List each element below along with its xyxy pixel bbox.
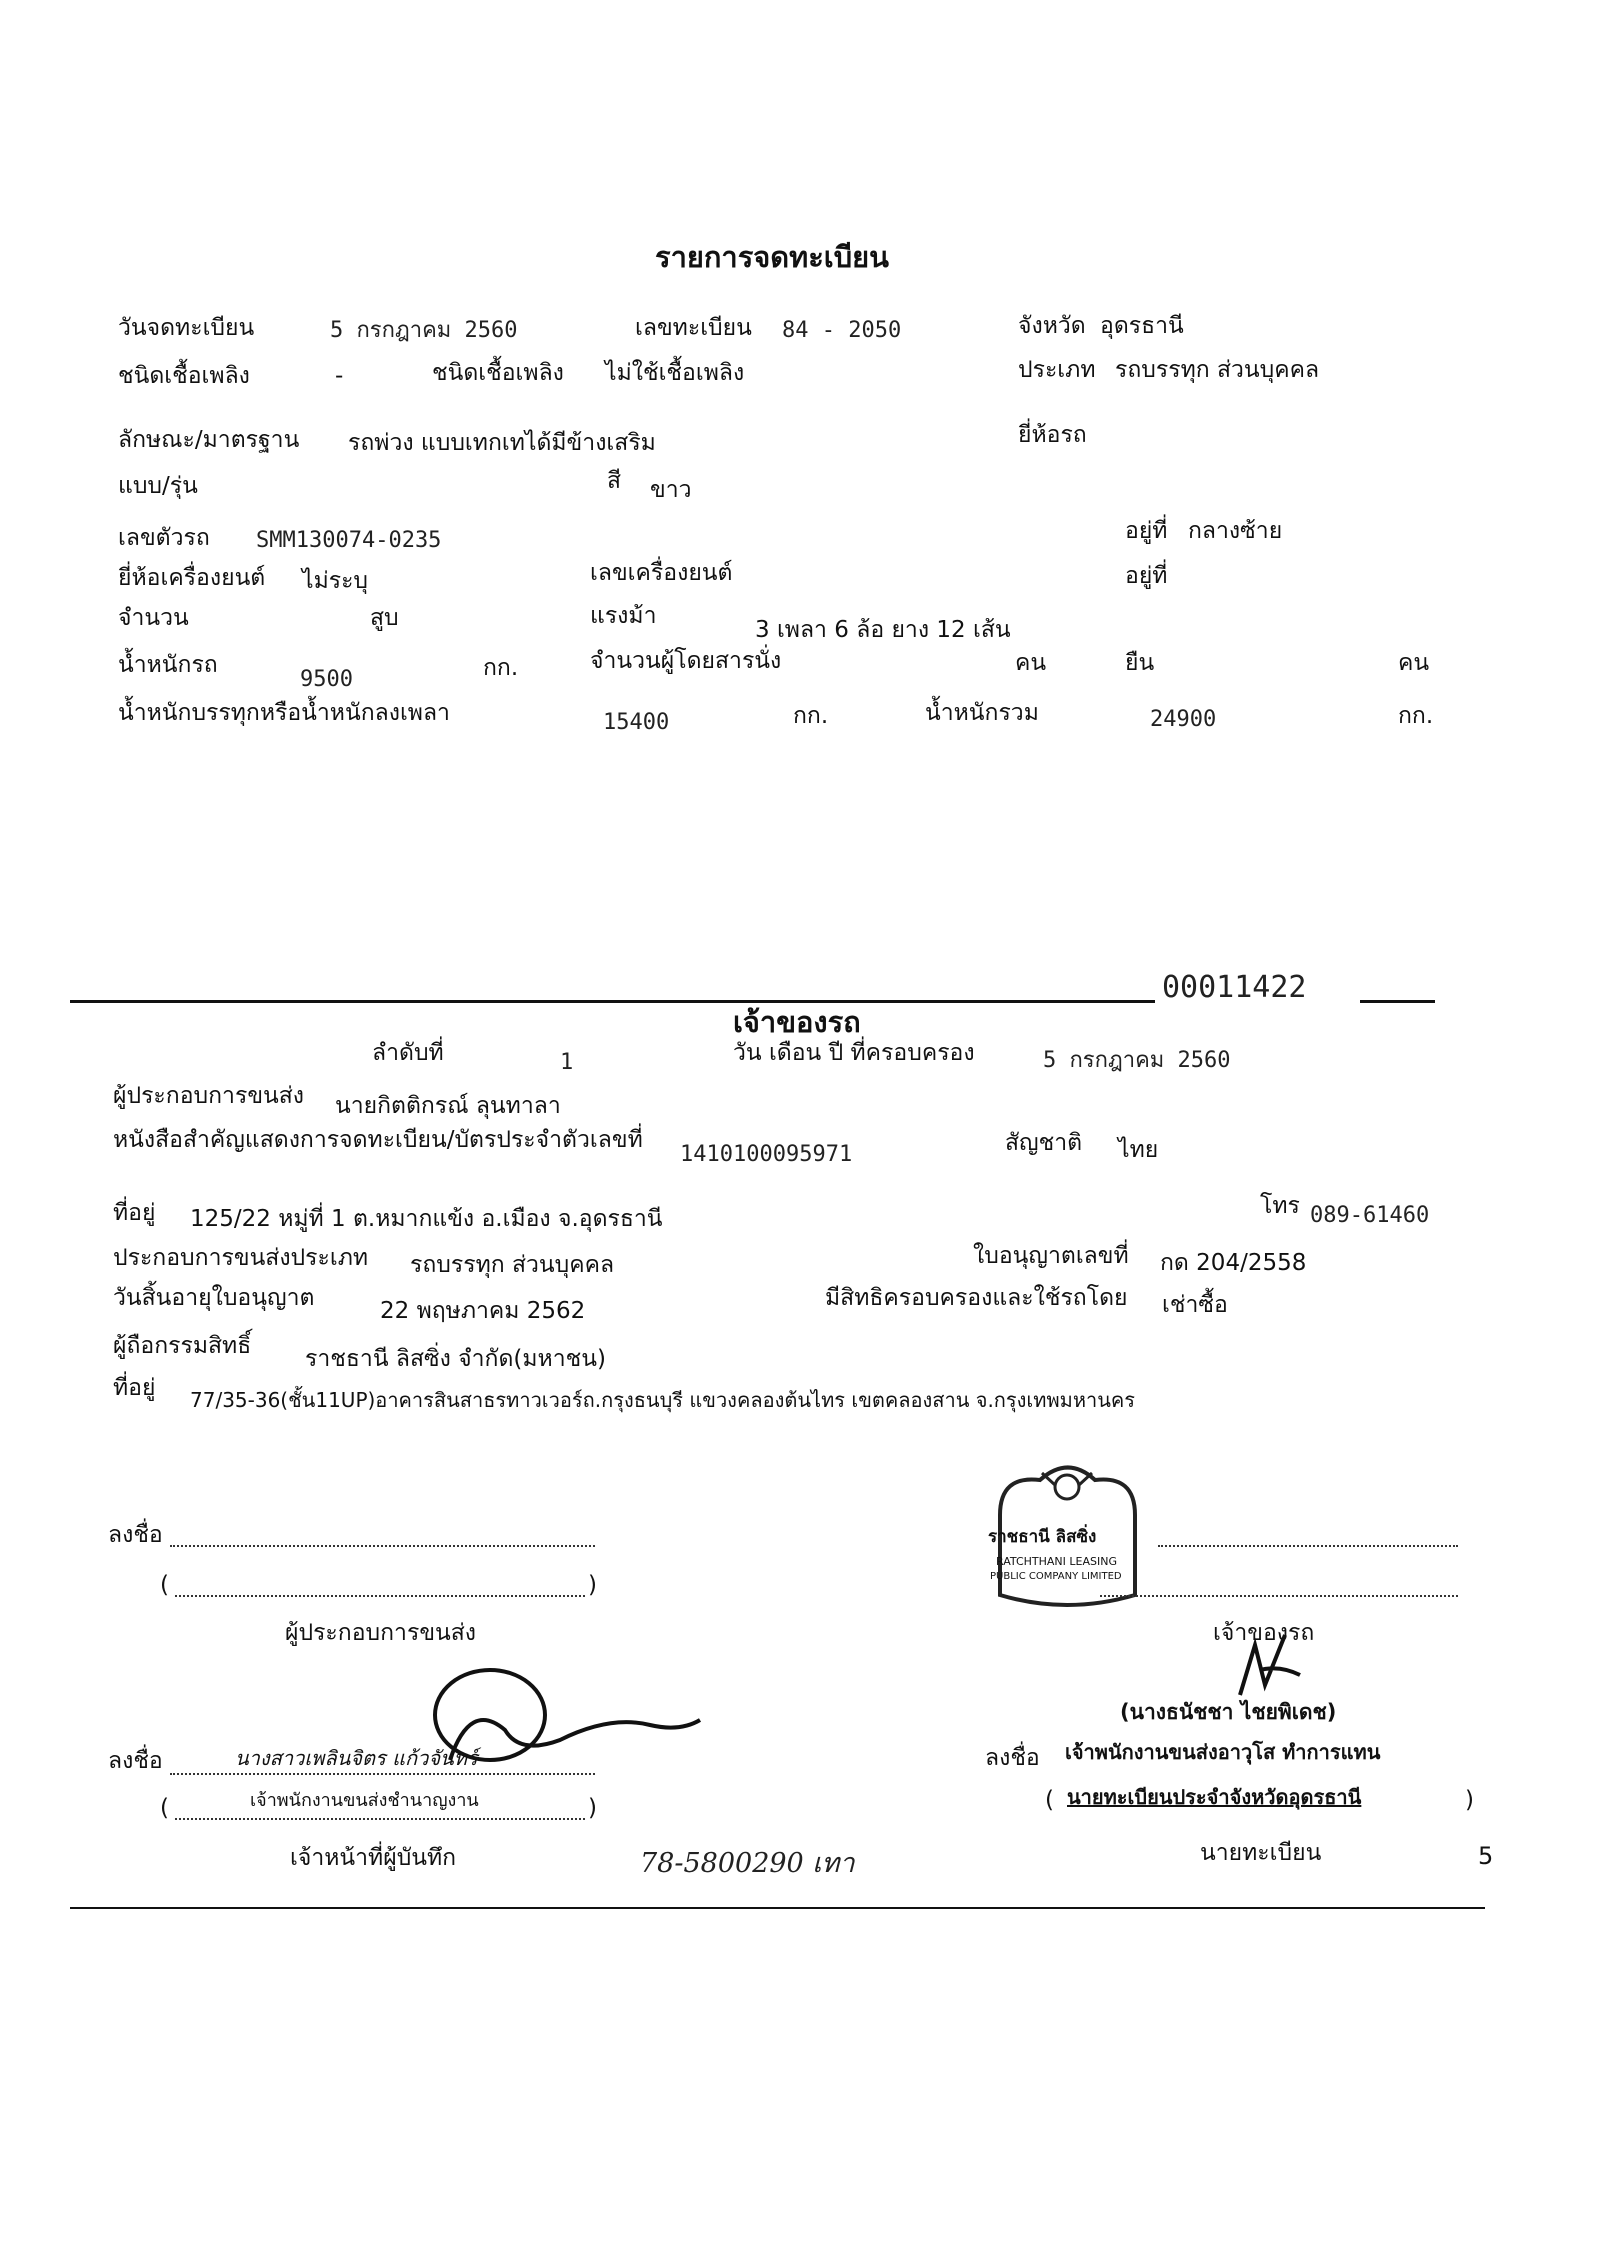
type-label: ประเภท	[1018, 357, 1096, 383]
chassis-loc-value: กลางซ้าย	[1188, 518, 1283, 544]
horsepower-label: แรงม้า	[590, 603, 657, 629]
holder-value: ราชธานี ลิสซิ่ง จำกัด(มหาชน)	[305, 1346, 606, 1372]
operator-open-paren: (	[160, 1572, 169, 1598]
operator-sign-line	[170, 1545, 595, 1547]
fuel-dash: -	[335, 363, 344, 389]
count-label: จำนวน	[118, 605, 189, 631]
registrar-signature-icon	[1230, 1625, 1310, 1705]
sequence-label: ลำดับที่	[372, 1040, 444, 1066]
stamp-english-2: PUBLIC COMPANY LIMITED	[990, 1571, 1122, 1582]
right-label: มีสิทธิครอบครองและใช้รถโดย	[825, 1285, 1128, 1311]
date-label: วันจดทะเบียน	[118, 315, 255, 341]
registrar-close-paren: )	[1465, 1787, 1474, 1813]
axle-value: 3 เพลา 6 ล้อ ยาง 12 เส้น	[755, 617, 1011, 643]
char-label: ลักษณะ/มาตรฐาน	[118, 427, 300, 453]
color-label: สี	[607, 468, 622, 494]
type-value: รถบรรทุก ส่วนบุคคล	[1115, 357, 1320, 383]
plate-value: 84 - 2050	[782, 318, 902, 343]
kg-label-2: กก.	[793, 703, 829, 729]
id-value: 1410100095971	[680, 1142, 853, 1167]
page-number: 5	[1478, 1842, 1494, 1870]
license-label: ใบอนุญาตเลขที่	[973, 1243, 1129, 1269]
cylinder-label: สูบ	[370, 605, 399, 631]
kg-label-1: กก.	[483, 655, 519, 681]
nationality-label: สัญชาติ	[1005, 1130, 1083, 1156]
stamp-english-1: RATCHTHANI LEASING	[996, 1555, 1117, 1568]
person-label-2: คน	[1398, 650, 1430, 676]
sequence-value: 1	[560, 1050, 574, 1075]
registrar-sign-label: ลงชื่อ	[985, 1745, 1040, 1771]
operator-label: ผู้ประกอบการขนส่ง	[113, 1083, 305, 1109]
owner-name-line	[1100, 1595, 1458, 1597]
color-value: ขาว	[650, 477, 692, 503]
load-label: น้ำหนักบรรทุกหรือน้ำหนักลงเพลา	[118, 700, 450, 726]
recorder-open-paren: (	[160, 1795, 169, 1821]
holder-address-value: 77/35-36(ชั้น11UP)อาคารสินสาธรทาวเวอร์ถ.กรุงธนบุรี แขวงคลองต้นไทร เขตคลองสาน จ.กรุงเทพมหานคร	[190, 1388, 1136, 1412]
expiry-value: 22 พฤษภาคม 2562	[380, 1298, 586, 1324]
possession-date-label: วัน เดือน ปี ที่ครอบครอง	[733, 1040, 975, 1066]
address-value: 125/22 หมู่ที่ 1 ต.หมากแข้ง อ.เมือง จ.อุดรธานี	[190, 1206, 663, 1232]
province-label: จังหวัด	[1018, 313, 1086, 339]
plate-label: เลขทะเบียน	[635, 315, 752, 341]
nationality-value: ไทย	[1118, 1137, 1159, 1163]
phone-value: 089-61460	[1310, 1203, 1430, 1228]
phone-label: โทร	[1260, 1193, 1300, 1219]
char-value: รถพ่วง แบบเทกเทได้มีข้างเสริม	[348, 430, 656, 456]
section-divider-right	[1360, 1000, 1435, 1003]
business-type-value: รถบรรทุก ส่วนบุคคล	[410, 1252, 615, 1278]
owner-sign-line	[1158, 1545, 1458, 1547]
owner-title: เจ้าของรถ	[733, 1005, 861, 1039]
right-value: เช่าซื้อ	[1162, 1292, 1228, 1318]
recorder-sign-line	[170, 1773, 595, 1775]
stamp-name: ราชธานี ลิสซิ่ง	[988, 1527, 1097, 1547]
engine-brand-value: ไม่ระบุ	[302, 568, 369, 594]
brand-label: ยี่ห้อรถ	[1018, 422, 1087, 448]
fuel-label: ชนิดเชื้อเพลิง	[118, 363, 250, 389]
recorder-title: เจ้าพนักงานขนส่งชำนาญงาน	[250, 1790, 479, 1811]
registration-title: รายการจดทะเบียน	[655, 240, 889, 274]
operator-name-line	[175, 1595, 585, 1597]
recorder-close-paren: )	[588, 1795, 597, 1821]
person-label-1: คน	[1015, 650, 1047, 676]
operator-close-paren: )	[588, 1572, 597, 1598]
registrar-role: นายทะเบียน	[1200, 1840, 1322, 1866]
fuel-value: ไม่ใช้เชื้อเพลิง	[605, 360, 745, 386]
weight-label: น้ำหนักรถ	[118, 652, 218, 678]
total-value: 24900	[1150, 707, 1217, 732]
expiry-label: วันสิ้นอายุใบอนุญาต	[113, 1285, 315, 1311]
engine-brand-label: ยี่ห้อเครื่องยนต์	[118, 565, 266, 591]
business-type-label: ประกอบการขนส่งประเภท	[113, 1245, 369, 1271]
passengers-label: จำนวนผู้โดยสารนั่ง	[590, 648, 782, 674]
engine-no-label: เลขเครื่องยนต์	[590, 560, 733, 586]
owner-role: เจ้าของรถ	[1213, 1620, 1315, 1646]
registrar-title-1: เจ้าพนักงานขนส่งอาวุโส ทำการแทน	[1065, 1740, 1381, 1764]
chassis-label: เลขตัวรถ	[118, 525, 210, 551]
kg-label-3: กก.	[1398, 703, 1434, 729]
address-label: ที่อยู่	[113, 1200, 156, 1226]
license-value: กด 204/2558	[1160, 1250, 1307, 1276]
possession-date-value: 5 กรกฎาคม 2560	[1043, 1048, 1231, 1073]
recorder-name: นางสาวเพลินจิตร แก้วจันทร์	[235, 1746, 478, 1770]
section-divider	[70, 1000, 1155, 1003]
document-number: 00011422	[1162, 970, 1307, 1005]
registrar-title-2: นายทะเบียนประจำจังหวัดอุดรธานี	[1067, 1785, 1362, 1809]
recorder-title-line	[175, 1818, 585, 1820]
province-value: อุดรธานี	[1100, 313, 1184, 339]
holder-label: ผู้ถือกรรมสิทธิ์	[113, 1333, 252, 1359]
handwritten-note: 78-5800290 เทา	[640, 1848, 855, 1879]
chassis-value: SMM130074-0235	[256, 528, 442, 553]
registrar-name: (นางธนัชชา ไชยพิเดช)	[1120, 1700, 1337, 1724]
recorder-sign-label: ลงชื่อ	[108, 1748, 163, 1774]
recorder-role: เจ้าหน้าที่ผู้บันทึก	[290, 1845, 457, 1871]
registrar-open-paren: (	[1045, 1787, 1054, 1813]
operator-sign-label: ลงชื่อ	[108, 1522, 163, 1548]
model-label: แบบ/รุ่น	[118, 473, 198, 499]
date-value: 5 กรกฎาคม 2560	[330, 318, 518, 343]
operator-value: นายกิตติกรณ์ ลุนทาลา	[335, 1093, 561, 1119]
engine-loc-label: อยู่ที่	[1125, 563, 1168, 589]
bottom-divider	[70, 1907, 1485, 1909]
holder-address-label: ที่อยู่	[113, 1375, 156, 1401]
total-label: น้ำหนักรวม	[925, 700, 1039, 726]
chassis-loc-label: อยู่ที่	[1125, 518, 1168, 544]
load-value: 15400	[603, 710, 670, 735]
standing-label: ยืน	[1125, 650, 1155, 676]
operator-role: ผู้ประกอบการขนส่ง	[285, 1620, 477, 1646]
weight-value: 9500	[300, 667, 353, 692]
id-label: หนังสือสำคัญแสดงการจดทะเบียน/บัตรประจำตัวเลขที่	[113, 1127, 643, 1153]
fuel-label-2: ชนิดเชื้อเพลิง	[432, 360, 564, 386]
